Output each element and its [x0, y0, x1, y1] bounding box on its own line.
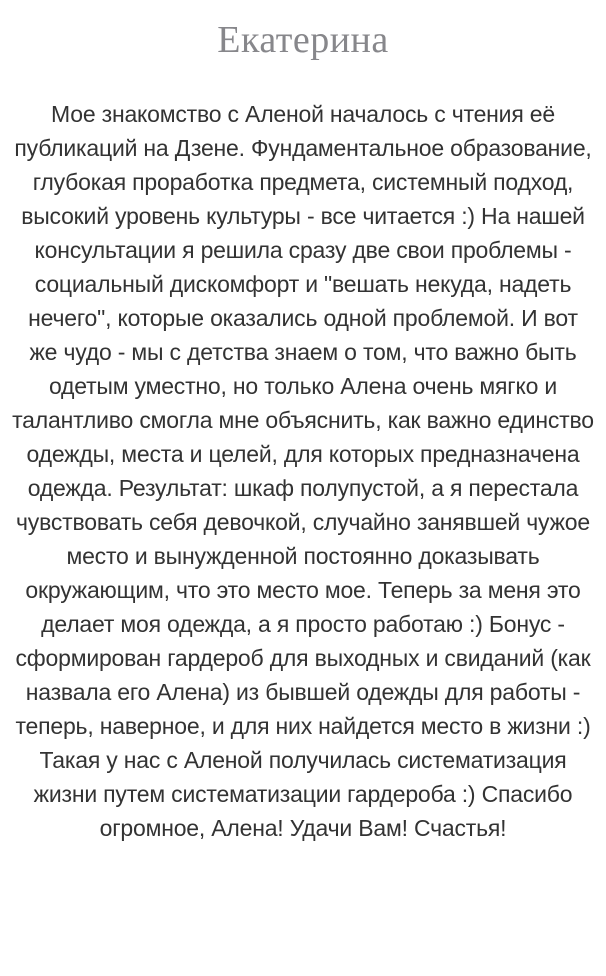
- review-page: [0, 18, 606, 976]
- review-text: Мое знакомство с Аленой началось с чтения её публикаций на Дзене. Фундаментальное образование, глубокая проработка предмета, системный подход, высокий уровень культуры - все читается :) На нашей консультации я решила сразу две свои проблемы - социальный дискомфорт и "вешать некуда, надеть нечего", которые оказались одной проблемой. И вот же чудо - мы с детства знаем о том, что важно быть одетым уместно, но только Алена очень мягко и талантливо смогла мне объяснить, как важно единство одежды, места и целей, для которых предназначена одежда. Результат: шкаф полупустой, а я перестала чувствовать себя девочкой, случайно занявшей чужое место и вынужденной постоянно доказывать окружающим, что это место мое. Теперь за меня это делает моя одежда, а я просто работаю :) Бонус - сформирован гардероб для выходных и свиданий (как назвала его Алена) из бывшей одежды для работы - теперь, наверное, и для них найдется место в жизни :) Такая у нас с Аленой получилась систематизация жизни путем систематизации гардероба :) Спасибо огромное, Алена! Удачи Вам! Счастья!: [12, 100, 594, 841]
- page-title: Екатерина: [217, 19, 389, 61]
